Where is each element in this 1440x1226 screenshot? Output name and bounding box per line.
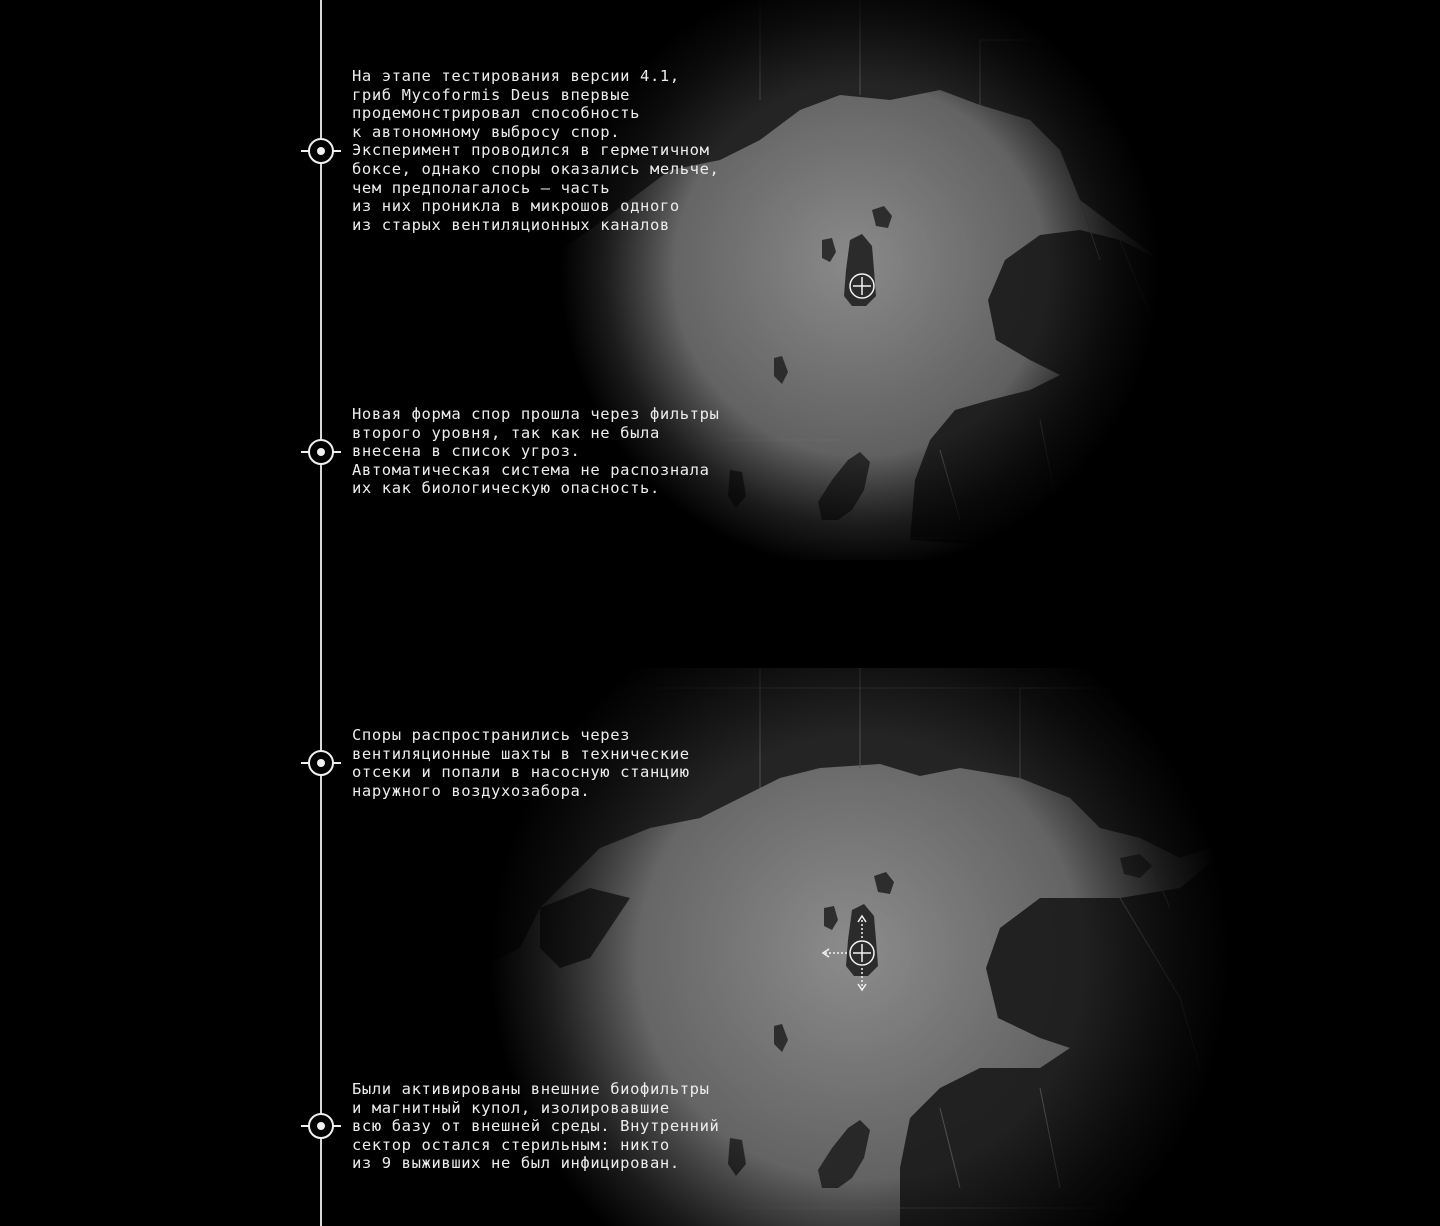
timeline-marker-4 [301,1106,341,1146]
crosshair-icon [850,274,874,298]
crosshair-icon [850,941,874,965]
timeline-entry-4-text: Были активированы внешние биофильтры и магнитный купол, изолировавшие всю базу от внешней среды. Внутренний сектор остался стерильным: никто из 9 выживших не был инфицирован. [352,1080,720,1173]
timeline-entry-2-text: Новая форма спор прошла через фильтры второго уровня, так как не была внесена в список угроз. Автоматическая система не распознала их как биологическую опасность. [352,405,720,498]
target-node-icon [301,131,341,171]
target-node-icon [301,743,341,783]
timeline-entry-1-text: На этапе тестирования версии 4.1, гриб Mycoformis Deus впервые продемонстрировал способность к автономному выбросу спор. Эксперимент проводился в герметичном боксе, однако споры оказались мельче, чем предполагалось — часть из них проникла в микрошов одного из старых вентиляционных каналов [352,67,720,234]
timeline-marker-1 [301,131,341,171]
target-node-icon [301,1106,341,1146]
timeline-line [320,0,322,1226]
timeline-marker-2 [301,432,341,472]
timeline-entry-3-text: Споры распространились через вентиляционные шахты в технические отсеки и попали в насосную станцию наружного воздухозабора. [352,726,690,800]
target-node-icon [301,432,341,472]
timeline-marker-3 [301,743,341,783]
